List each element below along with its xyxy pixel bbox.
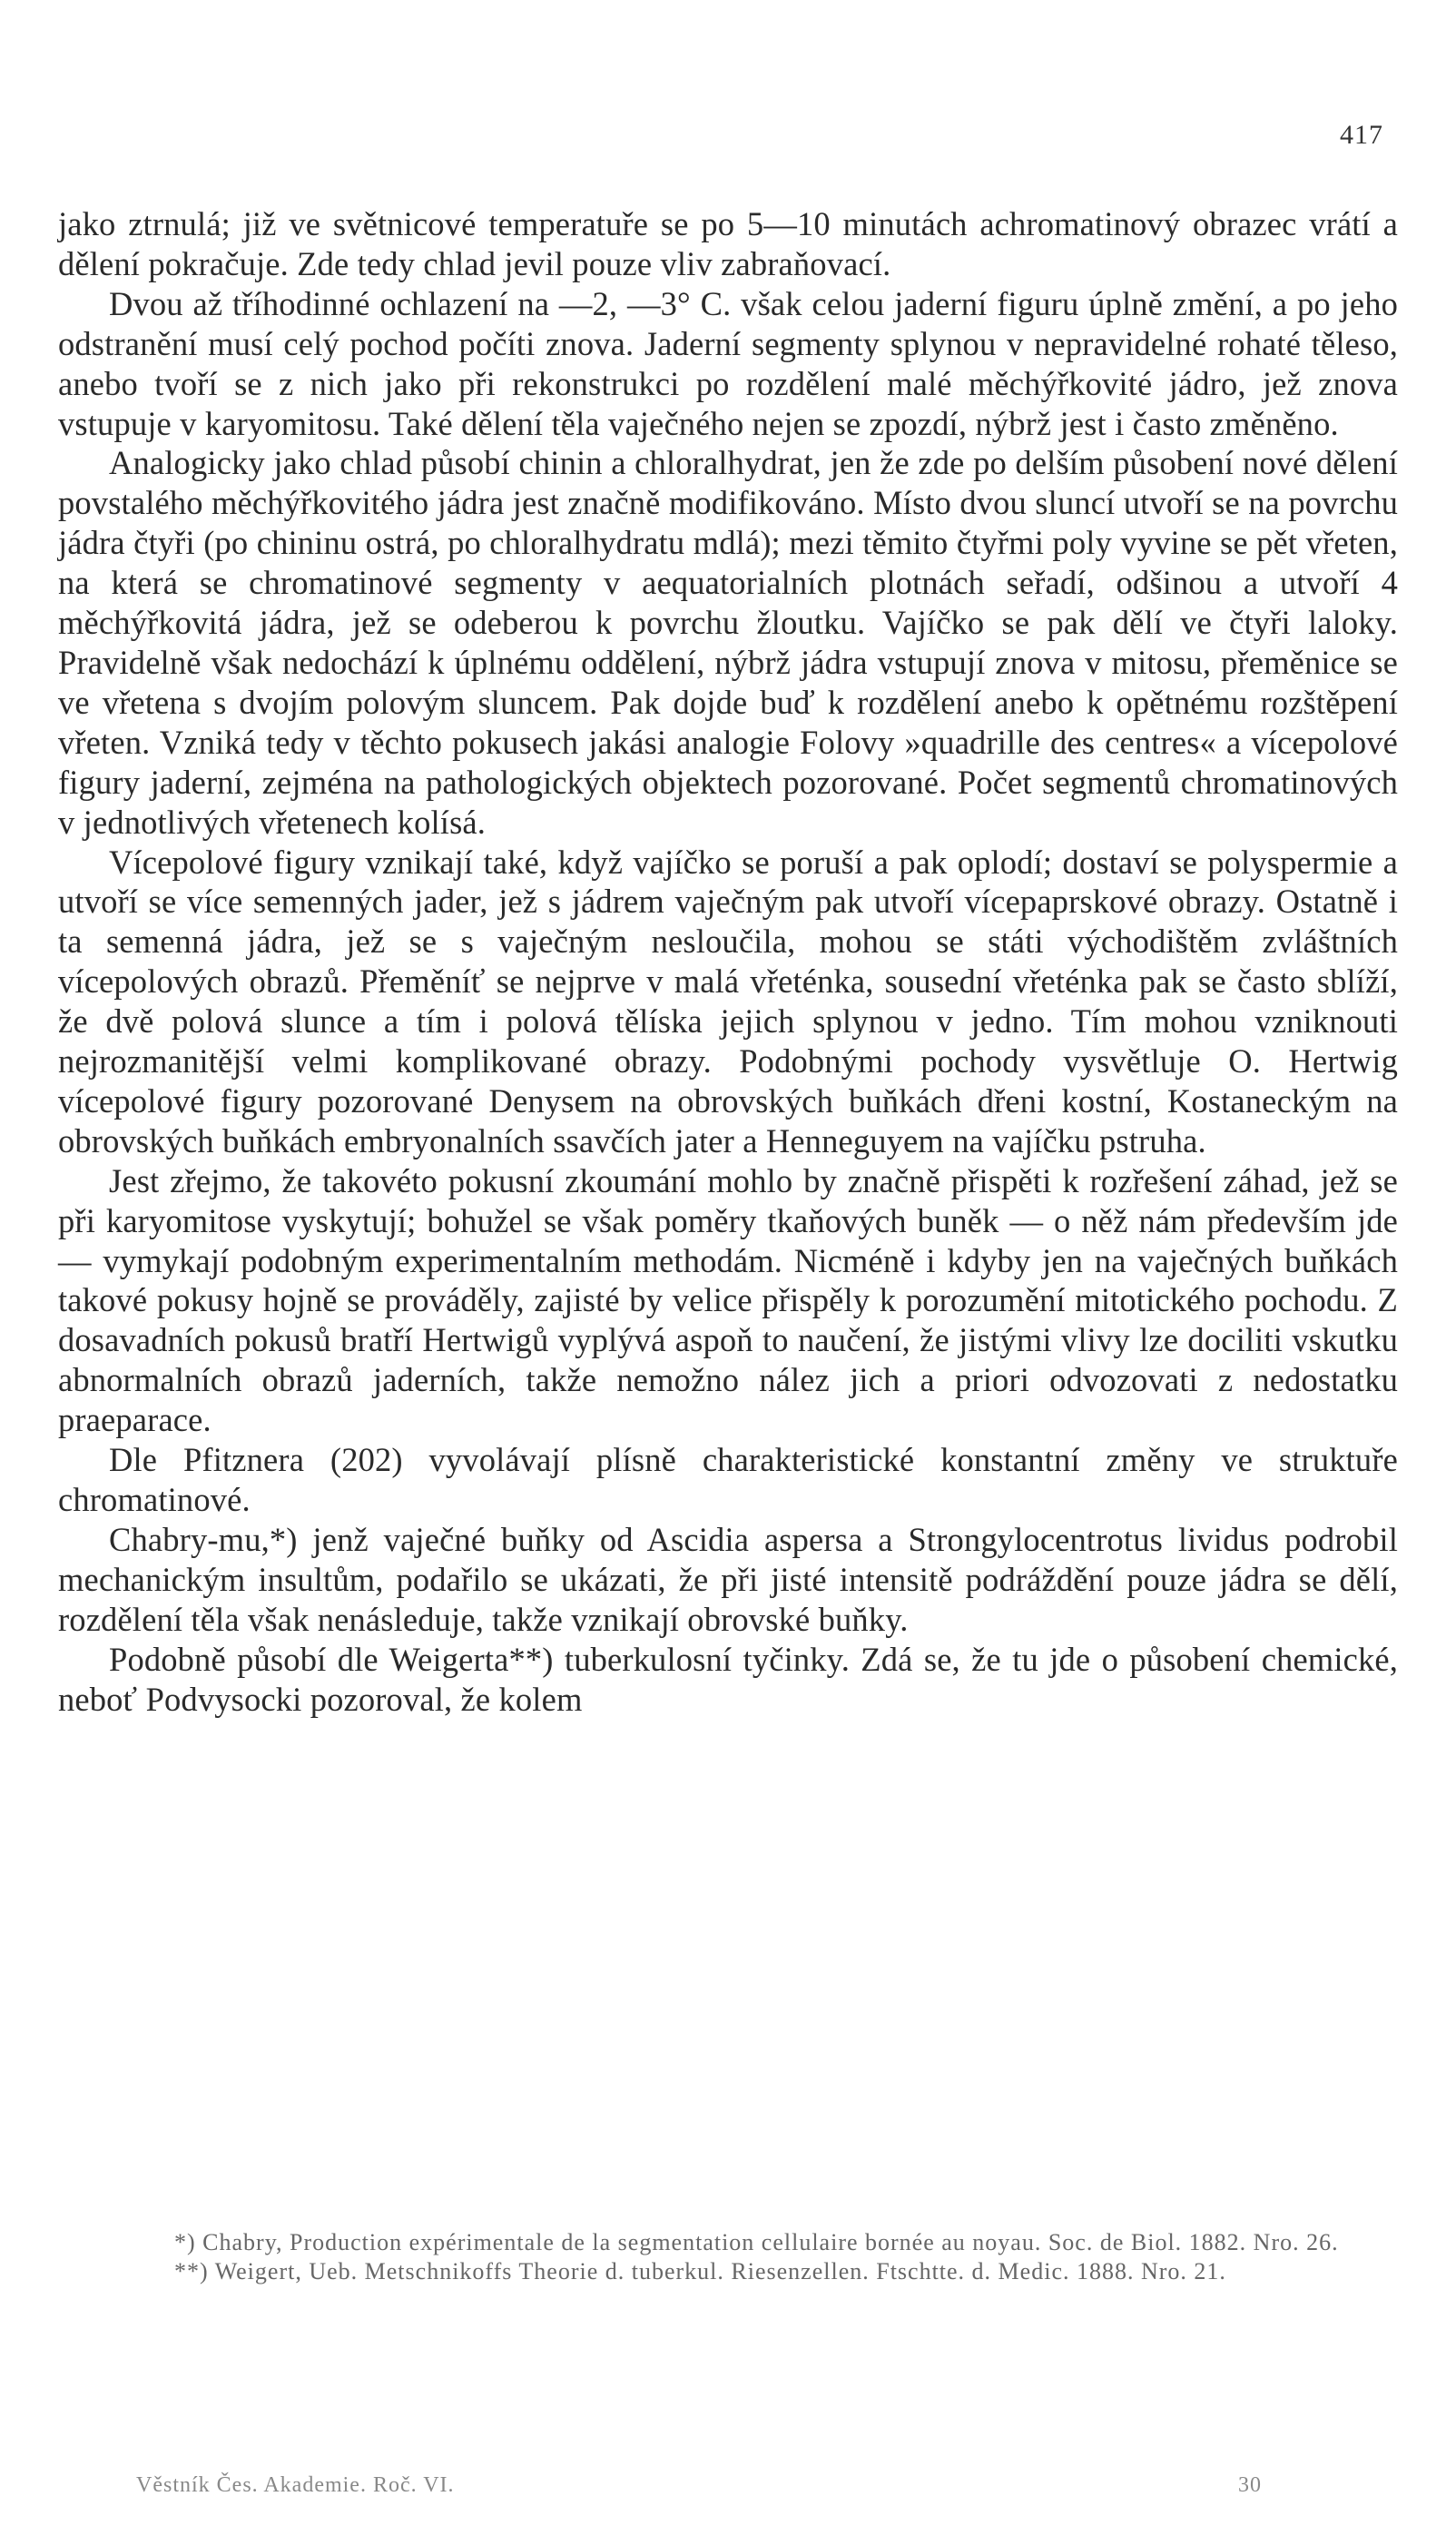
- footer-journal: Věstník Čes. Akademie. Roč. VI.: [136, 2473, 455, 2497]
- paragraph: Vícepolové figury vznikají také, když vajíčko se poruší a pak oplodí; dostaví se polyspermie a utvoří se více semenných jader, jež s jádrem vaječným pak utvoří vícepaprskové obrazy. Ostatně i ta semenná jádra, jež se s vaječným nesloučila, mohou se státi východištěm zvláštních vícepolových obrazů. Přeměníť se nejprve v malá vřeténka, sousední vřeténka pak se často sblíží, že dvě polová slunce a tím i polová tělíska jejich splynou v jedno. Tím mohou vzniknouti nejrozmanitější velmi komplikované obrazy. Podobnými pochody vysvětluje O. Hertwig vícepolové figury pozorované Denysem na obrovských buňkách dřeni kostní, Kostaneckým na obrovských buňkách embryonalních ssavčích jater a Henneguyem na vajíčku pstruha.: [58, 843, 1398, 1159]
- paragraph: Podobně působí dle Weigerta**) tuberkulosní tyčinky. Zdá se, že tu jde o působení chemické, neboť Podvysocki pozoroval, že kolem: [58, 1640, 1398, 1718]
- body-text: [58, 204, 1398, 1719]
- footnote: *) Chabry, Production expérimentale de la segmentation cellulaire bornée au noyau. Soc. de Biol. 1882. Nro. 26.: [174, 2229, 1339, 2255]
- paragraph: Chabry-mu,*) jenž vaječné buňky od Ascidia aspersa a Strongylocentrotus lividus podrobil mechanickým insultům, podařilo se ukázati, že při jisté intensitě podráždění pouze jádra se dělí, rozdělení těla však nenásleduje, takže vznikají obrovské buňky.: [58, 1520, 1398, 1638]
- paragraph: Analogicky jako chlad působí chinin a chloralhydrat, jen že zde po delším působení nové dělení povstalého měchýřkovitého jádra jest značně modifikováno. Místo dvou sluncí utvoří se na povrchu jádra čtyři (po chininu ostrá, po chloralhydratu mdlá); mezi těmito čtyřmi poly vyvine se pět vřeten, na která se chromatinové segmenty v aequatorialních plotnách seřadí, odšinou a utvoří 4 měchýřkovitá jádra, jež se odeberou k povrchu žloutku. Vajíčko se pak dělí ve čtyři laloky. Pravidelně však nedochází k úplnému oddělení, nýbrž jádra vstupují znova v mitosu, přeměnice se ve vřetena s dvojím polovým sluncem. Pak dojde buď k rozdělení anebo k opětnému rozštěpení vřeten. Vzniká tedy v těchto pokusech jakási analogie Folovy »quadrille des centres« a vícepolové figury jaderní, zejména na pathologických objektech pozorované. Počet segmentů chromatinových v jednotlivých vřetenech kolísá.: [58, 444, 1398, 841]
- paragraph: jako ztrnulá; již ve světnicové temperatuře se po 5—10 minutách achromatinový obrazec vrátí a dělení pokračuje. Zde tedy chlad jevil pouze vliv zabraňovací.: [58, 205, 1398, 282]
- page-number: 417: [1340, 120, 1383, 150]
- footnote: **) Weigert, Ueb. Metschnikoffs Theorie d. tuberkul. Riesenzellen. Ftschtte. d. Medic. 1888. Nro. 21.: [174, 2258, 1226, 2284]
- page-footer: [136, 2473, 1262, 2498]
- footer-signature: 30: [1238, 2473, 1262, 2497]
- paragraph: Jest zřejmo, že takovéto pokusní zkoumání mohlo by značně přispěti k rozřešení záhad, jež se při karyomitose vyskytují; bohužel se však poměry tkaňových buněk — o něž nám především jde — vymykají podobným experimentalním methodám. Nicméně i kdyby jen na vaječných buňkách takové pokusy hojně se prováděly, zajisté by velice přispěly k porozumění mitotického pochodu. Z dosavadních pokusů bratří Hertwigů vyplývá aspoň to naučení, že jistými vlivy lze dociliti vskutku abnormalních obrazů jaderních, takže nemožno nález jich a priori odvozovati z nedostatku praeparace.: [58, 1161, 1398, 1439]
- paragraph: Dvou až tříhodinné ochlazení na —2, —3° C. však celou jaderní figuru úplně změní, a po jeho odstranění musí celý pochod počíti znova. Jaderní segmenty splynou v nepravidelné rohaté těleso, anebo tvoří se z nich jako při rekonstrukci po rozdělení malé měchýřkovité jádro, jež znova vstupuje v karyomitosu. Také dělení těla vaječného nejen se zpozdí, nýbrž jest i často změněno.: [58, 284, 1398, 442]
- footnotes: [58, 2228, 1398, 2286]
- paragraph: Dle Pfitznera (202) vyvolávají plísně charakteristické konstantní změny ve struktuře chromatinové.: [58, 1441, 1398, 1518]
